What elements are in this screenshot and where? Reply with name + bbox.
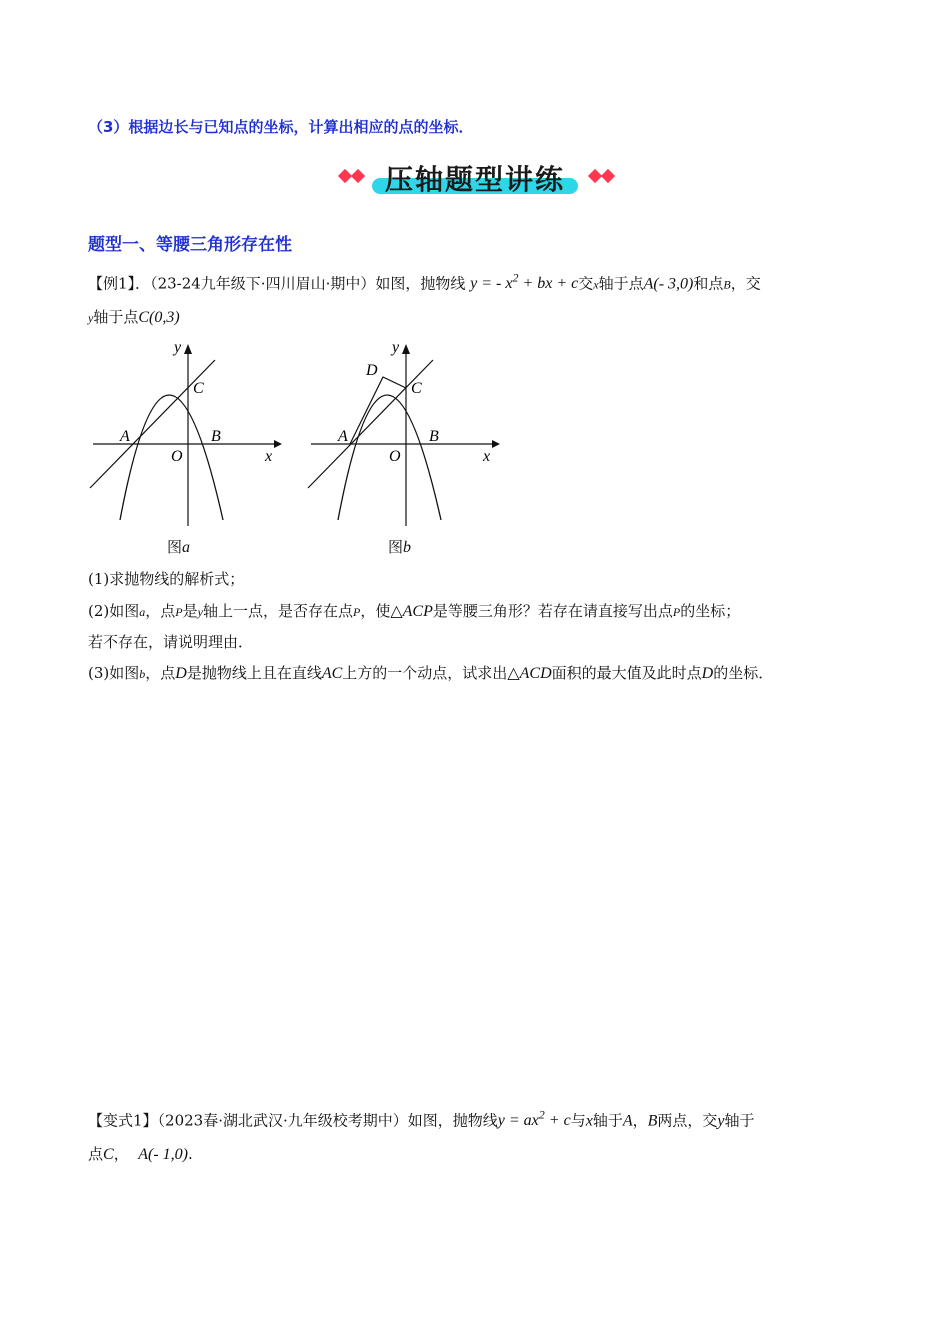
- variant-point-a: A(- 1,0): [138, 1146, 189, 1163]
- label-x: x: [265, 448, 273, 465]
- question-2: (2)如图a，点P是y轴上一点，是否存在点P，使△ACP是等腰三角形？若存在请直接写出点P的坐标；: [88, 602, 741, 620]
- intro-step: （3）根据边长与已知点的坐标，计算出相应的点的坐标．: [88, 118, 474, 136]
- variant-equation: $y = ax^2 + c$: [497, 1108, 571, 1130]
- label-b: B: [429, 428, 439, 445]
- variant-tag: 【变式1】: [88, 1111, 158, 1130]
- example1-line1: 【例1】．（23-24九年级下·四川眉山·期中）如图，抛物线 y = - $x^2$ + bx + c交x轴于点A(- 3,0)和点B，交: [88, 271, 761, 293]
- label-y: y: [174, 340, 182, 356]
- variant1-line2: 点C， A(- 1,0).: [88, 1145, 193, 1163]
- section-banner: [372, 158, 578, 196]
- question-2-line2: 若不存在，请说明理由．: [88, 633, 254, 651]
- label-a: A: [338, 428, 348, 445]
- figure-a-caption: 图a: [167, 538, 191, 556]
- figure-b-graph: [303, 340, 503, 530]
- example-tag: 【例1】: [88, 274, 136, 293]
- banner-title: 压轴题型讲练: [384, 163, 565, 196]
- label-d: D: [366, 362, 378, 379]
- equation: y = - $x^2$ + bx + c: [470, 271, 579, 293]
- label-o: O: [389, 448, 401, 465]
- variant1-line1: 【变式1】（2023春·湖北武汉·九年级校考期中）如图，抛物线$y = ax^2 + c$与x轴于A，B两点，交y轴于: [88, 1108, 755, 1130]
- variant-source: （2023春·湖北武汉·九年级校考期中）: [157, 1111, 408, 1130]
- diamond-icon: [351, 169, 365, 183]
- label-b: B: [211, 428, 221, 445]
- label-y: y: [392, 340, 400, 356]
- diamond-icon: [601, 169, 615, 183]
- label-o: O: [171, 448, 183, 465]
- point-a: A(- 3,0): [643, 275, 694, 293]
- question-3: (3)如图b，点D是抛物线上且在直线AC上方的一个动点，试求出△ACD面积的最大值及此时点D的坐标．: [88, 664, 774, 682]
- figure-b-caption: 图b: [388, 538, 412, 556]
- figure-a-graph: [85, 340, 285, 530]
- question-1: (1)求抛物线的解析式；: [88, 570, 245, 588]
- label-a: A: [120, 428, 130, 445]
- point-c: C(0,3): [138, 309, 180, 326]
- section-title: 题型一、等腰三角形存在性: [88, 235, 292, 255]
- triangle-acd: [350, 377, 406, 444]
- label-c: C: [411, 380, 422, 397]
- label-x: x: [483, 448, 491, 465]
- example1-line2: y轴于点C(0,3): [88, 308, 180, 326]
- label-c: C: [193, 380, 204, 397]
- example-source: （23-24九年级下·四川眉山·期中）: [150, 274, 376, 293]
